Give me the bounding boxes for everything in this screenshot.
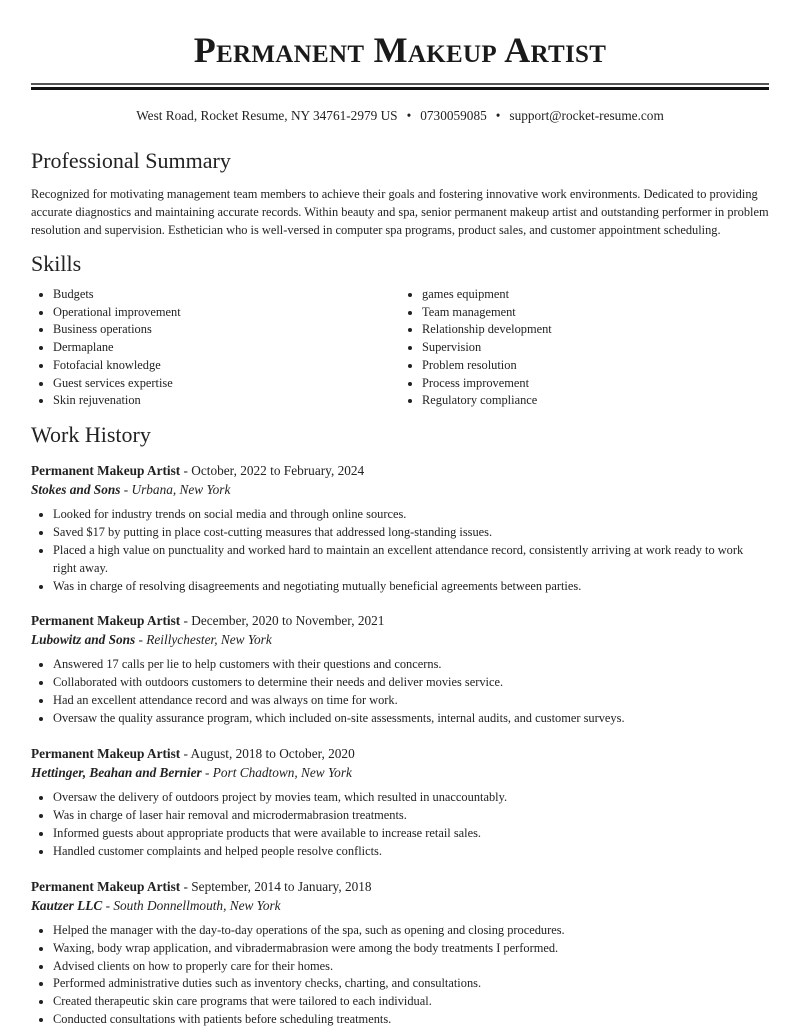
job-bullet: • Waxing, body wrap application, and vibradermabrasion were among the body treatments I performed. [53,940,769,958]
job-company-line [31,630,769,649]
job-bullets [31,506,769,596]
job-bullet: • Informed guests about appropriate products that were available to increase retail sales. [53,825,769,843]
job-dates: - December, 2020 to November, 2021 [180,613,385,629]
skill-item: • games equipment [422,286,769,304]
job-company-line [31,763,769,782]
skill-item: • Process improvement [422,375,769,393]
skill-item: • Budgets [53,286,400,304]
job-dates: - October, 2022 to February, 2024 [180,462,365,478]
job-bullet: • Was in charge of resolving disagreements and negotiating mutually beneficial agreements between parties. [53,578,769,596]
professional-summary-section [31,147,769,239]
job-title: Permanent Makeup Artist [31,613,181,629]
skills-list-left [31,286,400,410]
job-company-line [31,480,769,499]
skill-item: • Dermaplane [53,339,400,357]
job-title-line [31,877,769,896]
rule-thick-line [31,87,769,90]
job-location: - Urbana, New York [120,481,231,497]
job-bullets [31,922,769,1029]
skill-item: • Skin rejuvenation [53,392,400,410]
job-company: Lubowitz and Sons [31,632,136,648]
job-bullet: • Handled customer complaints and helped people resolve conflicts. [53,843,769,861]
job-location: - South Donnellmouth, New York [102,897,281,913]
job-bullet: • Looked for industry trends on social media and through online sources. [53,506,769,524]
job-bullet: • Collaborated with outdoors customers to determine their needs and deliver movies service. [53,674,769,692]
job-dates: - August, 2018 to October, 2020 [180,746,355,762]
job-bullet: • Oversaw the quality assurance program, which included on-site assessments, internal audits, and customer surveys. [53,710,769,728]
section-heading-skills: Skills [31,251,82,276]
job-entry [31,611,769,728]
skill-item: • Team management [422,304,769,322]
skills-list-right [400,286,769,410]
skill-item: • Operational improvement [53,304,400,322]
bullet-separator-icon: • [406,108,412,123]
skill-item: • Regulatory compliance [422,392,769,410]
rule-thin-line [31,83,769,85]
job-bullet: • Conducted consultations with patients before scheduling treatments. [53,1011,769,1029]
contact-email: support@rocket-resume.com [509,108,664,123]
skill-item: • Fotofacial knowledge [53,357,400,375]
job-bullet: • Performed administrative duties such as inventory checks, charting, and consultations. [53,975,769,993]
job-entry [31,877,769,1029]
contact-line [31,107,769,125]
job-title-line [31,611,769,630]
job-bullet: • Saved $17 by putting in place cost-cutting measures that addressed long-standing issues. [53,524,769,542]
skill-item: • Problem resolution [422,357,769,375]
section-heading-summary: Professional Summary [31,148,231,173]
job-bullet: • Created therapeutic skin care programs that were tailored to each individual. [53,993,769,1011]
skills-columns [31,286,769,410]
skill-item: • Guest services expertise [53,375,400,393]
work-history-section [31,421,769,1029]
job-bullet: • Answered 17 calls per lie to help customers with their questions and concerns. [53,656,769,674]
job-bullet: • Advised clients on how to properly care for their homes. [53,958,769,976]
skills-section [31,250,769,410]
job-company: Hettinger, Beahan and Bernier [31,765,202,781]
job-company: Kautzer LLC [31,897,103,913]
job-bullet: • Oversaw the delivery of outdoors project by movies team, which resulted in unaccountably. [53,789,769,807]
job-title: Permanent Makeup Artist [31,462,181,478]
job-company-line [31,896,769,915]
job-entry [31,744,769,861]
job-title-line [31,461,769,480]
bullet-separator-icon: • [495,108,501,123]
job-entry [31,461,769,596]
job-bullet: • Placed a high value on punctuality and worked hard to maintain an excellent attendance record, consistently arriving at work ready to work right away. [53,542,769,578]
job-title: Permanent Makeup Artist [31,878,181,894]
skill-item: • Relationship development [422,321,769,339]
job-bullets [31,789,769,861]
contact-phone: 0730059085 [420,108,487,123]
contact-address: West Road, Rocket Resume, NY 34761-2979 US [136,108,398,123]
job-bullets [31,656,769,728]
job-location: - Port Chadtown, New York [201,765,352,781]
job-bullet: • Helped the manager with the day-to-day operations of the spa, such as opening and closing procedures. [53,922,769,940]
job-dates: - September, 2014 to January, 2018 [180,878,372,894]
section-heading-work: Work History [31,421,151,447]
summary-text: Recognized for motivating management team members to achieve their goals and fostering innovative work environments. Dedicated to providing accurate diagnostics and maintaining accurate records. Within beauty and spa, senior permanent makeup artist and outstanding performer in problem resolution and supervision. Esthetician who is well-versed in computer spa programs, product sales, and customer appointment scheduling. [31,187,769,237]
skill-item: • Business operations [53,321,400,339]
resume-name-title: Permanent Makeup Artist [193,30,607,70]
header-double-rule [31,83,769,90]
job-title: Permanent Makeup Artist [31,746,181,762]
job-company: Stokes and Sons [31,481,121,497]
job-bullet: • Had an excellent attendance record and was always on time for work. [53,692,769,710]
job-location: - Reillychester, New York [135,632,272,648]
job-bullet: • Was in charge of laser hair removal and microdermabrasion treatments. [53,807,769,825]
job-title-line [31,744,769,763]
skill-item: • Supervision [422,339,769,357]
